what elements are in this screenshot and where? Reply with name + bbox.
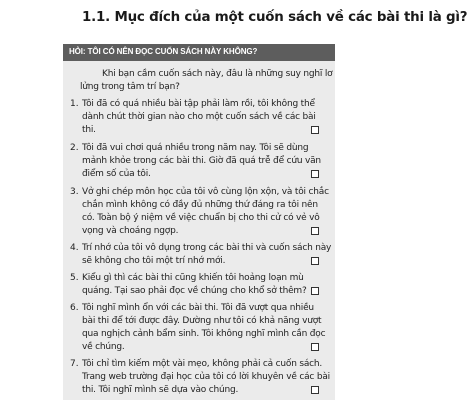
- item-number: 4.: [70, 243, 79, 253]
- item-line: Tôi chỉ tìm kiếm một vài mẹo, không phải cả cuốn sách.: [82, 359, 323, 369]
- item-line: mảnh khỏe trong các bài thi. Giờ đã quá trễ để cứu vãn: [82, 156, 321, 166]
- item-number: 1.: [70, 99, 79, 109]
- item-line: Vở ghi chép môn học của tôi vô cùng lộn xộn, và tôi chắc: [82, 187, 329, 197]
- item-line: sẽ không cho tôi một trí nhớ mới.: [82, 256, 226, 266]
- item-line: thi. Tôi nghĩ mình sẽ dựa vào chúng.: [82, 385, 239, 395]
- item-number: 7.: [70, 359, 79, 369]
- item-checkbox[interactable]: [311, 386, 319, 394]
- question-box: [63, 44, 335, 400]
- item-line: Tôi nghĩ mình ổn với các bài thi. Tôi đã vượt qua nhiều: [82, 303, 314, 313]
- item-checkbox[interactable]: [311, 343, 319, 351]
- item-line: Tôi đã vui chơi quá nhiều trong năm nay. Tôi sẽ dùng: [82, 143, 309, 153]
- section-heading: 1.1. Mục đích của một cuốn sách về các bài thi là gì?: [82, 10, 467, 25]
- item-line: chắn mình không có đầy đủ những thứ đáng ra tôi nên: [82, 200, 318, 210]
- intro-line: lửng trong tâm trí bạn?: [80, 82, 180, 92]
- item-line: qua nghịch cảnh bẩm sinh. Tôi không nghĩ mình cần đọc: [82, 329, 326, 339]
- item-line: điểm số của tôi.: [82, 169, 151, 179]
- item-checkbox[interactable]: [311, 257, 319, 265]
- item-line: có. Toàn bộ ý niệm về việc chuẩn bị cho thi cử có vẻ vô: [82, 213, 320, 223]
- item-line: về chúng.: [82, 342, 125, 352]
- item-line: bài thi để tới được đây. Dường như tôi có khả năng vượt: [82, 316, 322, 326]
- item-number: 2.: [70, 143, 79, 153]
- item-checkbox[interactable]: [311, 227, 319, 235]
- item-checkbox[interactable]: [311, 126, 319, 134]
- question-box-header: [63, 44, 335, 61]
- item-line: Trang web trường đại học của tôi có lời khuyên về các bài: [82, 372, 330, 382]
- item-number: 6.: [70, 303, 79, 313]
- item-line: quáng. Tại sao phải đọc về chúng cho khổ sở thêm?: [82, 286, 307, 296]
- item-line: Kiểu gì thì các bài thi cũng khiến tôi hoảng loạn mù: [82, 273, 304, 283]
- item-number: 5.: [70, 273, 79, 283]
- item-line: Tôi đã có quá nhiều bài tập phải làm rồi, tôi không thể: [82, 99, 315, 109]
- item-line: dành chút thời gian nào cho một cuốn sách về các bài: [82, 112, 316, 122]
- item-line: thi.: [82, 125, 96, 135]
- item-line: Trí nhớ của tôi vô dụng trong các bài thi và cuốn sách này: [82, 243, 332, 253]
- item-number: 3.: [70, 187, 79, 197]
- intro-line: Khi bạn cầm cuốn sách này, đâu là những suy nghĩ lơ: [102, 69, 333, 79]
- question-box-header-label: HỎI: TÔI CÓ NÊN ĐỌC CUỐN SÁCH NÀY KHÔNG?: [69, 47, 258, 56]
- item-line: vọng và choáng ngợp.: [82, 226, 179, 236]
- item-checkbox[interactable]: [311, 287, 319, 295]
- item-checkbox[interactable]: [311, 170, 319, 178]
